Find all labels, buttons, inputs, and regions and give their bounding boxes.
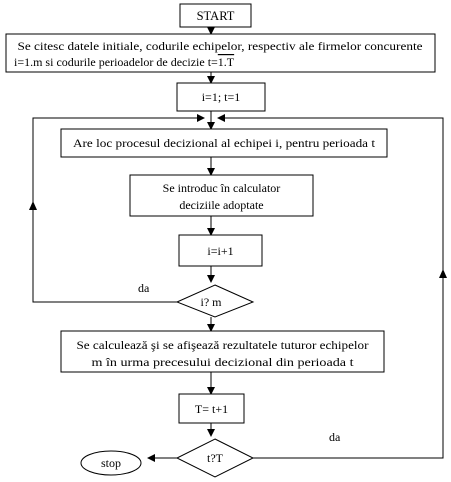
start-box [180,4,251,27]
read-data-line2-text: i=1.m si codurile perioadelor de decizie t= [14,55,218,69]
loop-arrow-inner-mid [29,201,37,210]
results-box [61,331,384,372]
inner-loop-yes-label: da [138,281,150,295]
init-box [177,83,265,111]
read-data-line2 [14,55,235,69]
results-line1: Se calculează şi se afişează rezultatele tuturor echipelor [76,338,369,352]
condition-t-diamond [177,439,253,477]
decision-process-box [61,129,387,157]
decision-process-label: Are loc procesul decizional al echipei i, pentru perioada t [73,136,376,150]
results-line2: m în urma precesului decizional din perioada t [91,355,355,369]
loop-arrow-outer-mid [439,269,447,278]
input-decisions-box [130,175,313,216]
increment-i-label: i=i+1 [207,244,234,258]
outer-loop-yes-label: da [329,430,341,444]
input-decisions-line2: deciziile adoptate [179,198,264,212]
increment-t-label: T= t+1 [194,402,229,416]
condition-i-label: i? m [200,295,222,309]
loop-arrow-outer [218,118,443,458]
input-decisions-line1: Se introduc în calculator [162,181,281,195]
condition-t-label: t?T [207,451,223,465]
increment-t-box [179,394,244,423]
start-label: START [196,9,235,23]
read-data-line2-range: 1.T [217,55,235,69]
read-data-box [6,34,435,72]
read-data-line1: Se citesc datele initiale, codurile echipelor, respectiv ale firmelor concurente [17,39,423,53]
stop-terminal [81,451,141,475]
init-label: i=1; t=1 [201,90,241,104]
condition-i-diamond [177,285,253,317]
stop-label: stop [100,456,122,470]
increment-i-box [179,235,262,266]
